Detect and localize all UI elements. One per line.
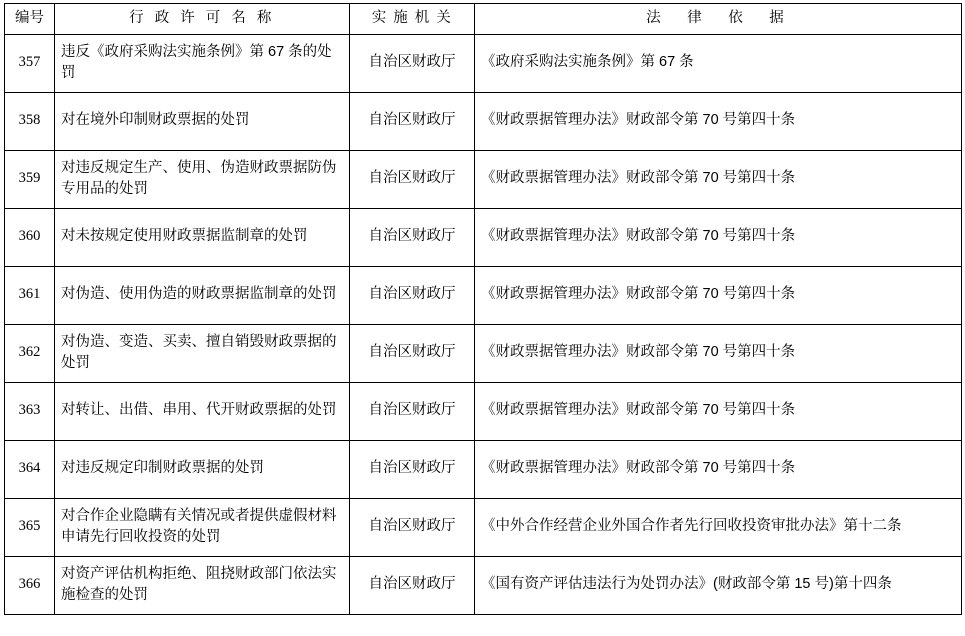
column-header-law: 法 律 依 据 bbox=[475, 4, 962, 35]
column-header-org: 实 施 机 关 bbox=[350, 4, 475, 35]
table-header-row bbox=[5, 4, 962, 35]
administrative-permit-table bbox=[4, 3, 962, 615]
cell-org: 自治区财政厅 bbox=[350, 382, 475, 440]
cell-org: 自治区财政厅 bbox=[350, 34, 475, 92]
table-row bbox=[5, 34, 962, 92]
cell-org: 自治区财政厅 bbox=[350, 150, 475, 208]
cell-org: 自治区财政厅 bbox=[350, 498, 475, 556]
column-header-name: 行 政 许 可 名 称 bbox=[55, 4, 350, 35]
table-row bbox=[5, 150, 962, 208]
column-header-id: 编号 bbox=[5, 4, 55, 35]
cell-org: 自治区财政厅 bbox=[350, 556, 475, 614]
cell-org: 自治区财政厅 bbox=[350, 324, 475, 382]
cell-name: 对在境外印制财政票据的处罚 bbox=[55, 92, 350, 150]
cell-id: 366 bbox=[5, 556, 55, 614]
cell-id: 360 bbox=[5, 208, 55, 266]
cell-law: 《政府采购法实施条例》第 67 条 bbox=[475, 34, 962, 92]
table-row bbox=[5, 498, 962, 556]
cell-name: 对转让、出借、串用、代开财政票据的处罚 bbox=[55, 382, 350, 440]
cell-id: 365 bbox=[5, 498, 55, 556]
cell-id: 362 bbox=[5, 324, 55, 382]
table-row bbox=[5, 440, 962, 498]
cell-name: 对合作企业隐瞒有关情况或者提供虚假材料申请先行回收投资的处罚 bbox=[55, 498, 350, 556]
cell-id: 357 bbox=[5, 34, 55, 92]
table-row bbox=[5, 382, 962, 440]
cell-id: 364 bbox=[5, 440, 55, 498]
table-row bbox=[5, 324, 962, 382]
table-row bbox=[5, 556, 962, 614]
cell-name: 对违反规定生产、使用、伪造财政票据防伪专用品的处罚 bbox=[55, 150, 350, 208]
cell-law: 《财政票据管理办法》财政部令第 70 号第四十条 bbox=[475, 382, 962, 440]
cell-id: 358 bbox=[5, 92, 55, 150]
table-row bbox=[5, 266, 962, 324]
cell-law: 《财政票据管理办法》财政部令第 70 号第四十条 bbox=[475, 324, 962, 382]
document-page bbox=[0, 3, 965, 636]
cell-law: 《中外合作经营企业外国合作者先行回收投资审批办法》第十二条 bbox=[475, 498, 962, 556]
cell-id: 363 bbox=[5, 382, 55, 440]
table-header bbox=[5, 4, 962, 35]
cell-org: 自治区财政厅 bbox=[350, 266, 475, 324]
cell-name: 对资产评估机构拒绝、阻挠财政部门依法实施检查的处罚 bbox=[55, 556, 350, 614]
table-row bbox=[5, 92, 962, 150]
cell-law: 《国有资产评估违法行为处罚办法》(财政部令第 15 号)第十四条 bbox=[475, 556, 962, 614]
cell-id: 361 bbox=[5, 266, 55, 324]
cell-org: 自治区财政厅 bbox=[350, 92, 475, 150]
cell-name: 对伪造、变造、买卖、擅自销毁财政票据的处罚 bbox=[55, 324, 350, 382]
cell-name: 对伪造、使用伪造的财政票据监制章的处罚 bbox=[55, 266, 350, 324]
cell-law: 《财政票据管理办法》财政部令第 70 号第四十条 bbox=[475, 92, 962, 150]
cell-name: 对未按规定使用财政票据监制章的处罚 bbox=[55, 208, 350, 266]
cell-law: 《财政票据管理办法》财政部令第 70 号第四十条 bbox=[475, 440, 962, 498]
cell-org: 自治区财政厅 bbox=[350, 208, 475, 266]
cell-name: 对违反规定印制财政票据的处罚 bbox=[55, 440, 350, 498]
cell-law: 《财政票据管理办法》财政部令第 70 号第四十条 bbox=[475, 266, 962, 324]
cell-name: 违反《政府采购法实施条例》第 67 条的处罚 bbox=[55, 34, 350, 92]
cell-id: 359 bbox=[5, 150, 55, 208]
table-body bbox=[5, 34, 962, 614]
cell-law: 《财政票据管理办法》财政部令第 70 号第四十条 bbox=[475, 208, 962, 266]
cell-law: 《财政票据管理办法》财政部令第 70 号第四十条 bbox=[475, 150, 962, 208]
table-row bbox=[5, 208, 962, 266]
cell-org: 自治区财政厅 bbox=[350, 440, 475, 498]
